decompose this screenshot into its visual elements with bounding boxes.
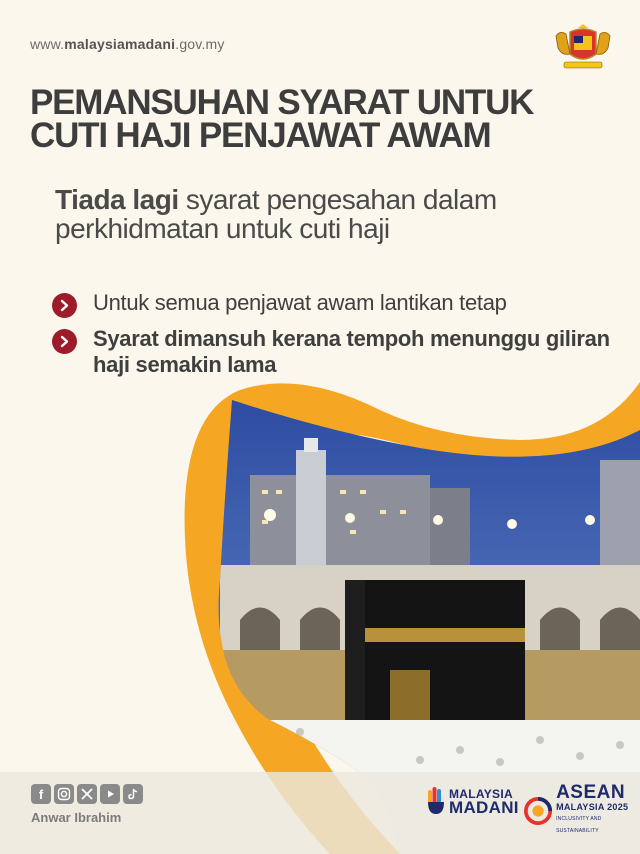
bullet-text: Syarat dimansuh kerana tempoh menunggu giliran haji semakin lama [93,326,610,377]
chevron-right-icon [52,293,77,318]
youtube-icon[interactable] [100,784,120,804]
subheading-emphasis: Tiada lagi [55,184,179,215]
asean-line-1: ASEAN [556,782,626,803]
malaysia-madani-logo [426,786,519,816]
tiktok-icon[interactable] [123,784,143,804]
title-line-2: CUTI HAJI PENJAWAT AWAM [30,116,491,155]
subheading [55,185,615,243]
chevron-right-icon [52,329,77,354]
asean-malaysia-2025-logo [524,784,640,837]
madani-line-2: MADANI [449,798,519,817]
website-url [30,36,225,52]
website-domain: malaysiamadani [64,36,176,52]
list-item [52,290,612,318]
social-icons [31,784,143,804]
website-prefix: www. [30,36,65,52]
page-title [30,83,610,155]
asean-swirl-icon [524,796,552,826]
madani-line-1: MALAYSIA [449,787,513,801]
website-suffix: .gov.my [175,36,225,52]
facebook-icon[interactable]: f [31,784,51,804]
author-name: Anwar Ibrahim [31,810,122,825]
subheading-line-2: perkhidmatan untuk cuti haji [55,213,390,244]
x-icon[interactable] [77,784,97,804]
list-item [52,326,612,378]
madani-hand-icon [426,786,446,816]
asean-line-2: MALAYSIA 2025 [556,802,629,812]
subheading-line-1: syarat pengesahan dalam [178,184,497,215]
instagram-icon[interactable] [54,784,74,804]
title-line-1: PEMANSUHAN SYARAT UNTUK [30,83,534,122]
asean-line-3: INCLUSIVITY AND SUSTAINABILITY [556,816,602,834]
bullet-text: Untuk semua penjawat awam lantikan tetap [93,290,507,315]
bullet-list [52,290,612,386]
coat-of-arms-icon [552,24,614,72]
